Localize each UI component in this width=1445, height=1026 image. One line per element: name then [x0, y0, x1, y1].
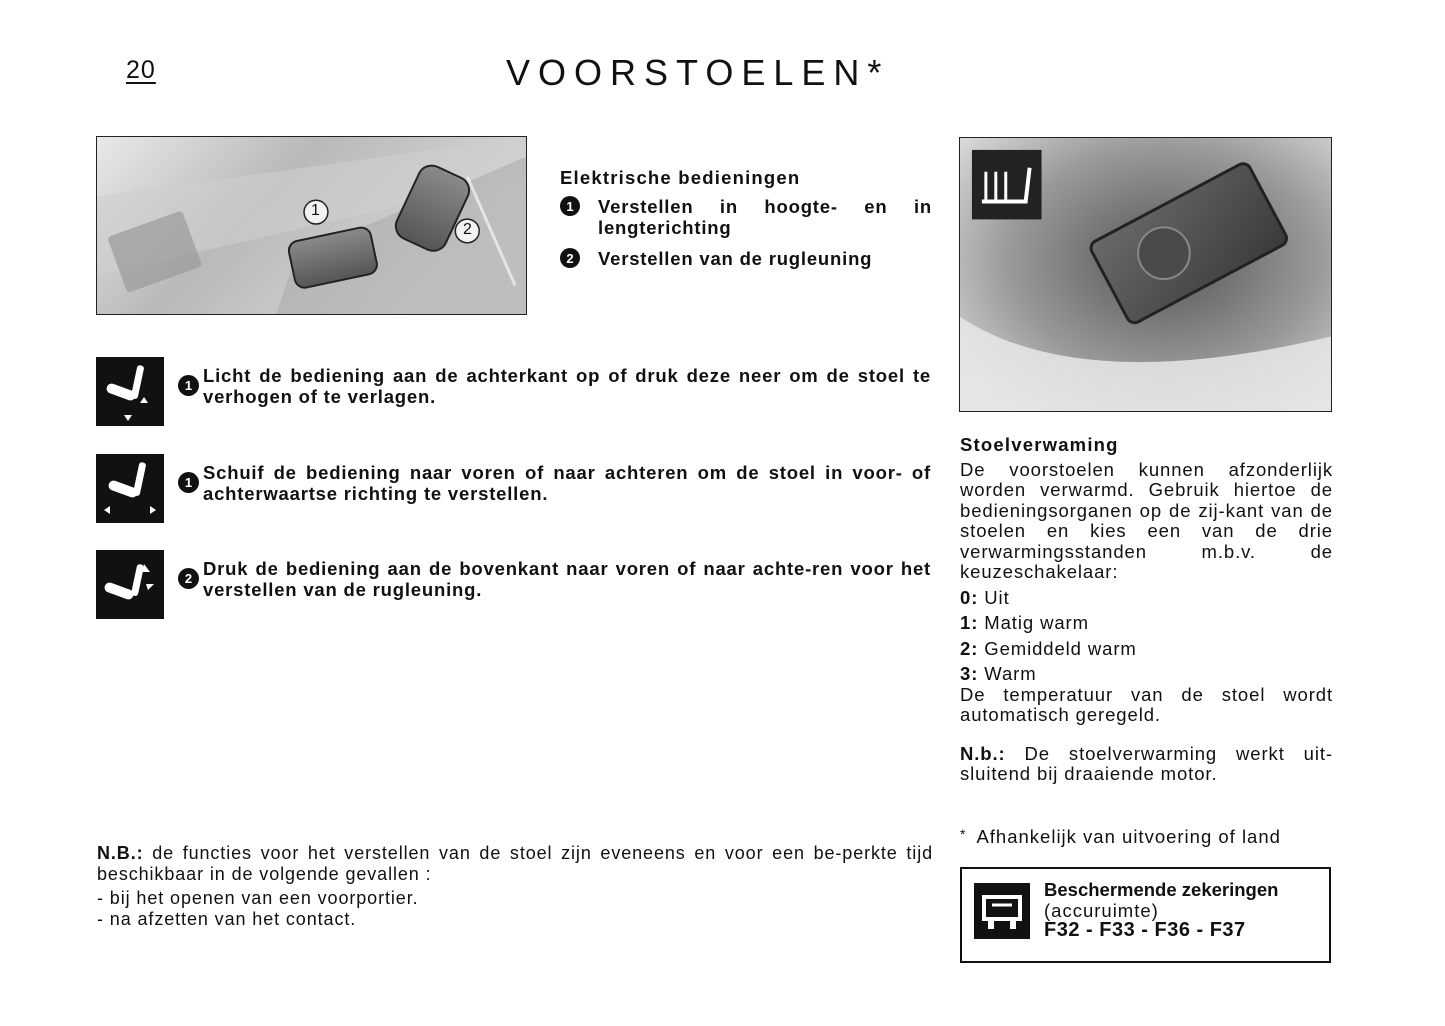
seat-heating-heading: Stoelverwaming [960, 434, 1119, 455]
seat-height-icon [96, 357, 164, 426]
instruction-row [96, 357, 936, 426]
level-label: Uit [984, 586, 1010, 608]
seat-backrest-icon [96, 550, 164, 619]
level-label: Warm [984, 663, 1037, 684]
heating-level [960, 588, 1333, 609]
instruction-row [96, 550, 936, 619]
level-key: 1: [960, 612, 979, 633]
electric-controls-heading: Elektrische bedieningen [560, 167, 801, 188]
instruction-text: Druk de bediening aan de bovenkant naar voren of naar achte-ren voor het verstellen van de rugleuning. [203, 558, 931, 600]
fuse-icon [974, 883, 1030, 939]
fuse-numbers: F32 - F33 - F36 - F37 [1044, 919, 1246, 941]
number-badge: 2 [560, 248, 580, 268]
heating-level [960, 639, 1333, 660]
electric-controls-item [560, 248, 932, 269]
number-badge: 1 [178, 375, 199, 396]
fuse-info-box [960, 867, 1331, 963]
callout-1: 1 [311, 202, 320, 219]
note-left [97, 843, 933, 930]
level-key: 2: [960, 637, 979, 659]
note-label: N.b.: [960, 742, 1006, 764]
level-label: Gemiddeld warm [984, 637, 1137, 659]
page-title: VOORSTOELEN* [506, 52, 890, 93]
note-label: N.B.: [97, 843, 144, 863]
instruction-text: Licht de bediening aan de achterkant op of druk deze neer om de stoel te verhogen of te verlagen. [203, 365, 931, 407]
number-badge: 1 [560, 196, 580, 216]
fuse-location: (accuruimte) [1044, 900, 1159, 921]
item-text: Verstellen in hoogte- en in lengterichting [598, 196, 932, 238]
footnote-star: * [960, 826, 967, 842]
temperature-text: De temperatuur van de stoel wordt automatisch geregeld. [960, 683, 1333, 725]
number-badge: 2 [178, 568, 199, 589]
note-text: De stoelverwarming werkt uit-sluitend bij draaiende motor. [960, 742, 1333, 784]
number-badge: 1 [178, 472, 199, 493]
page-number: 20 [126, 56, 156, 84]
seat-heating-section [960, 435, 1333, 785]
seat-heating-body: De voorstoelen kunnen afzonderlijk worden verwarmd. Gebruik hiertoe de bedieningsorganen op de zij-kant van de stoelen en kies een van de drie verwarmingsstanden m.b.v. de keuzeschakelaar: [960, 458, 1333, 582]
callout-2: 2 [463, 221, 472, 238]
fuse-title: Beschermende zekeringen [1044, 879, 1279, 900]
list-item: - na afzetten van het contact. [97, 909, 357, 929]
seat-heating-note [960, 744, 1333, 785]
level-key: 3: [960, 663, 979, 684]
instruction-text: Schuif de bediening naar voren of naar achteren om de stoel in voor- of achterwaartse richting te verstellen. [203, 462, 931, 504]
list-item: - bij het openen van een voorportier. [97, 888, 419, 908]
footnote-text: Afhankelijk van uitvoering of land [976, 826, 1281, 847]
seat-slide-icon [96, 454, 164, 523]
electric-controls-item [560, 196, 932, 238]
level-label: Matig warm [984, 612, 1089, 633]
heating-level [960, 664, 1333, 685]
instruction-row [96, 454, 936, 523]
item-text: Verstellen van de rugleuning [598, 248, 873, 269]
note-text: de functies voor het verstellen van de stoel zijn eveneens en voor een be-perkte tijd beschikbaar in de volgende gevallen : [97, 843, 933, 884]
seat-controls-photo [96, 136, 527, 315]
level-key: 0: [960, 586, 979, 608]
electric-controls [560, 167, 932, 279]
seat-heating-photo [959, 137, 1332, 412]
footnote [960, 826, 1281, 848]
heating-level [960, 613, 1333, 634]
note-list [97, 888, 933, 930]
